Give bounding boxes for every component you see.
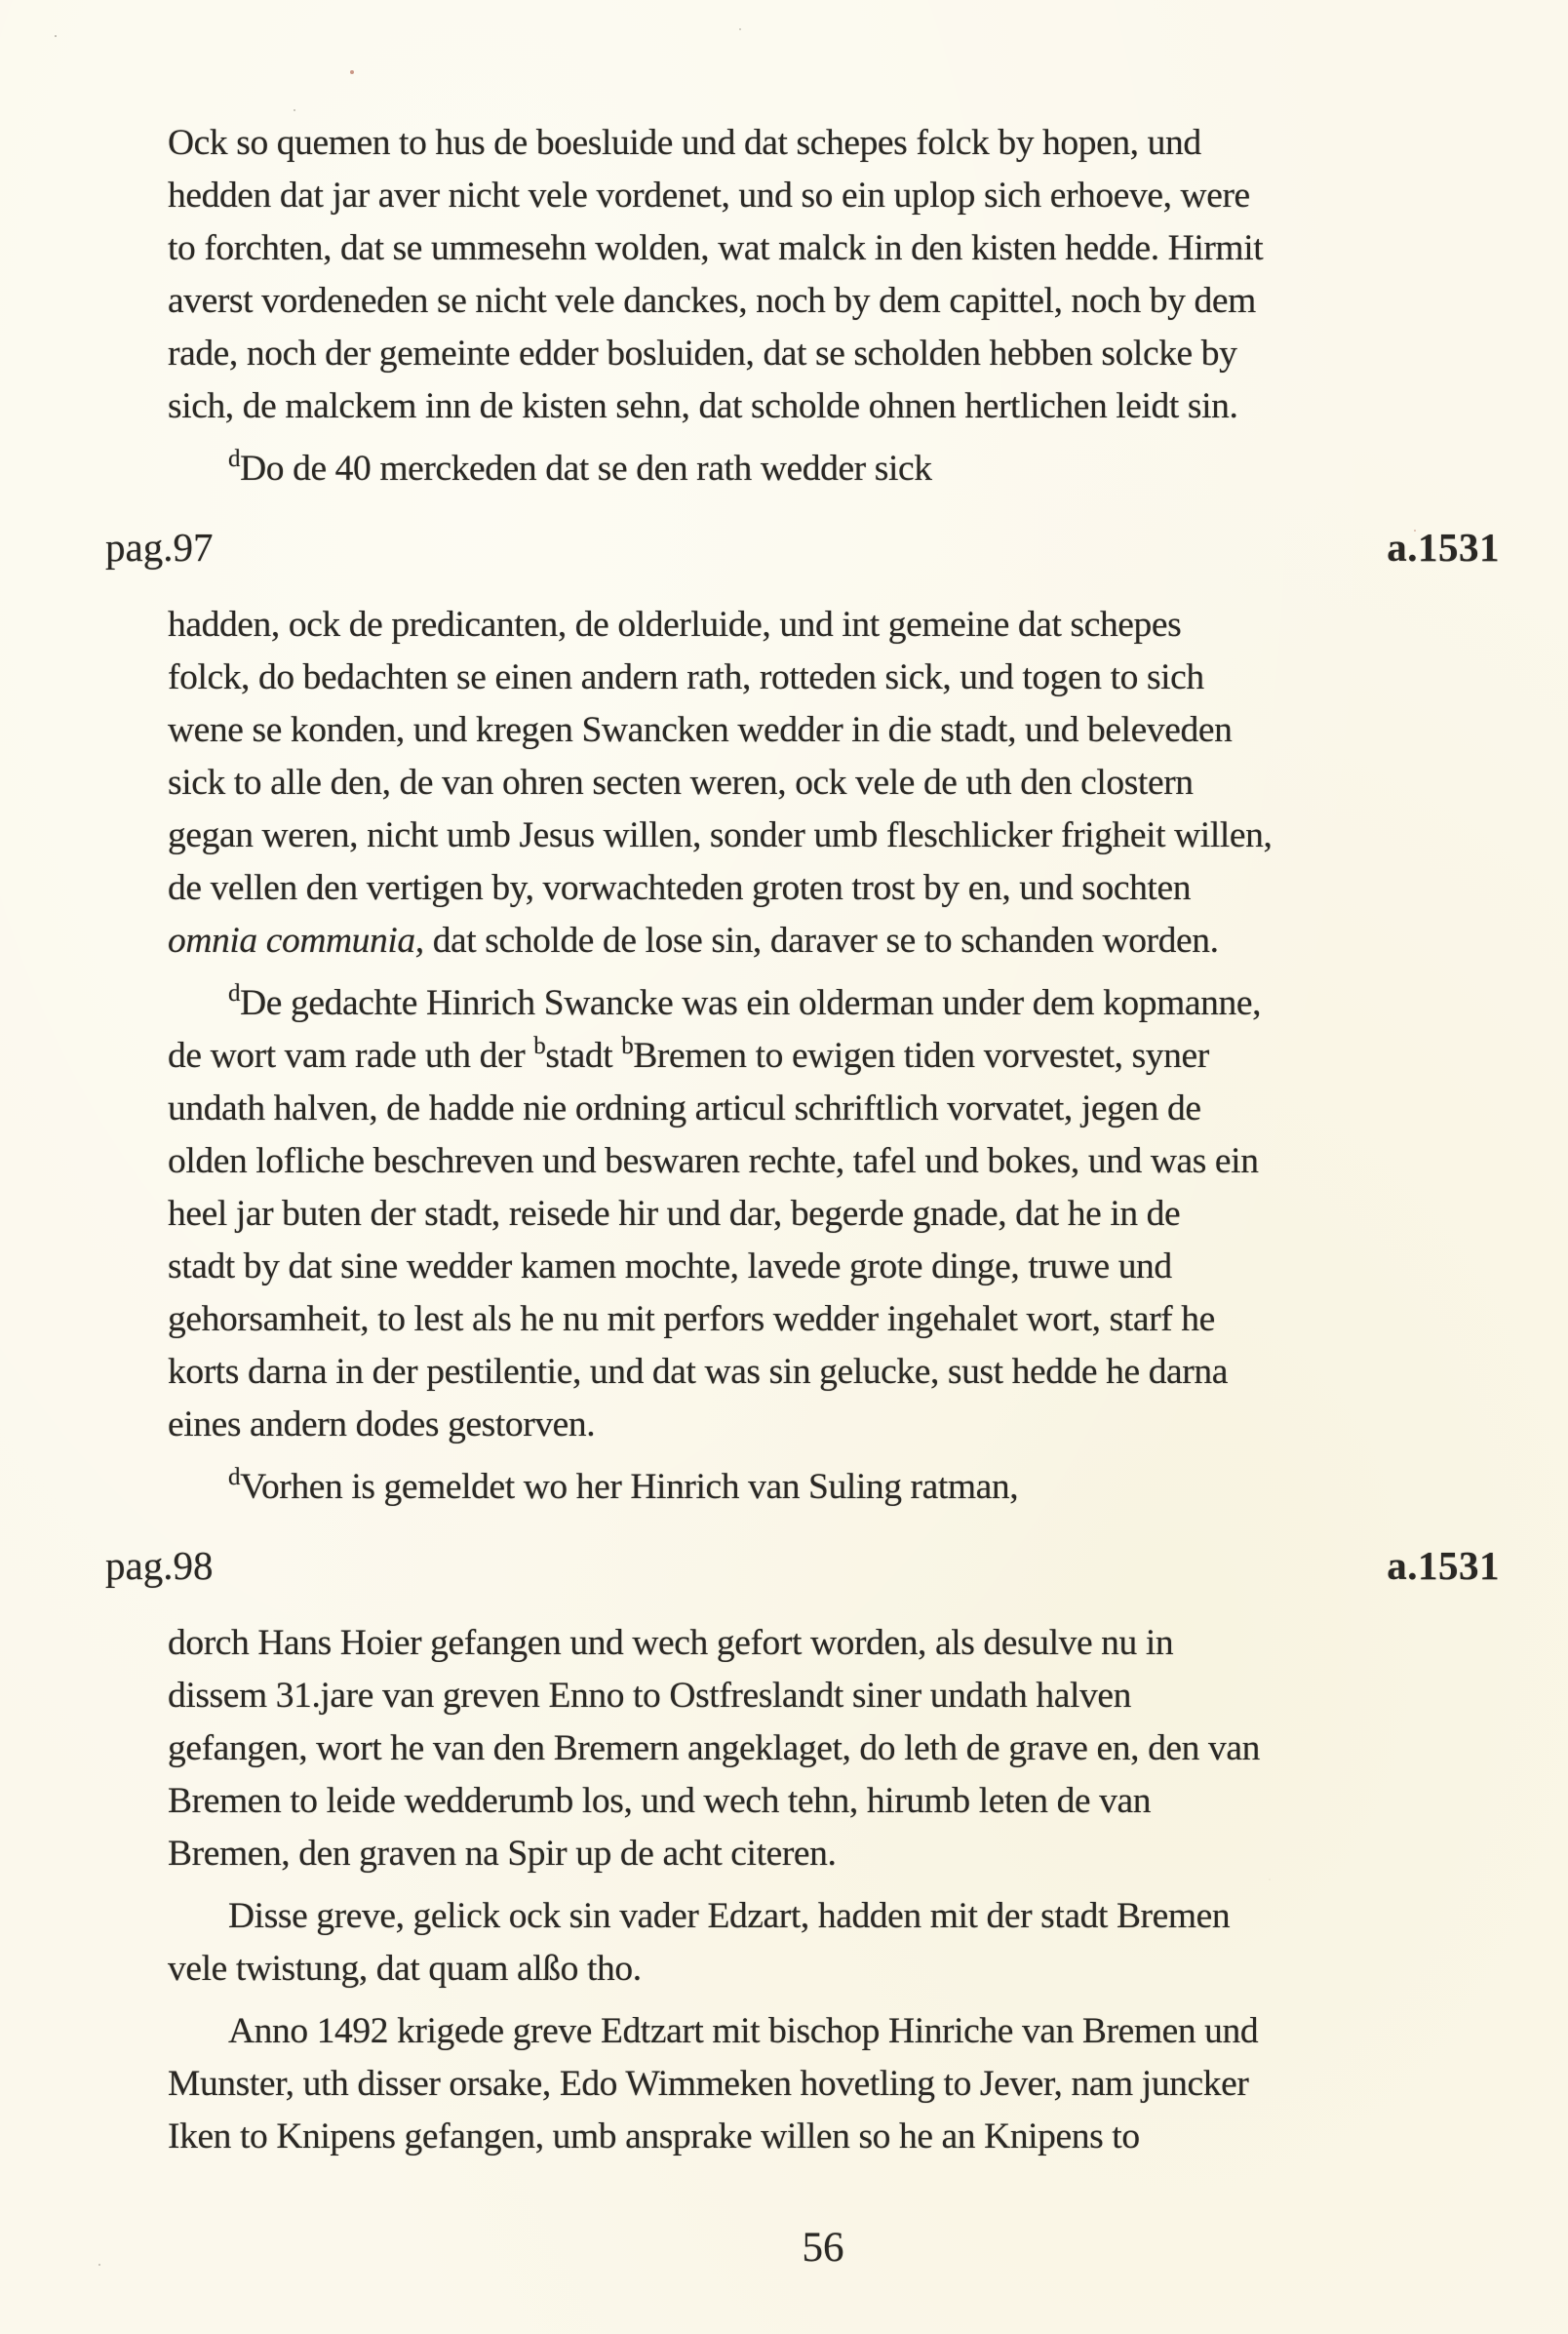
text-line: wene se konden, und kregen Swancken wedder in die stadt, und beleveden (168, 710, 1233, 750)
text-line: dorch Hans Hoier gefangen und wech gefort worden, als desulve nu in (168, 1623, 1174, 1663)
text-line: Anno 1492 krigede greve Edtzart mit bischop Hinriche van Bremen und (228, 2011, 1259, 2051)
text-line: heel jar buten der stadt, reisede hir und dar, begerde gnade, dat he in de (168, 1194, 1181, 1234)
paragraph (168, 2005, 1500, 2163)
text-line: stadt by dat sine wedder kamen mochte, lavede grote dinge, truwe und (168, 1246, 1172, 1286)
text-line: dVorhen is gemeldet wo her Hinrich van Suling ratman, (228, 1464, 1019, 1507)
text-line: dDe gedachte Hinrich Swancke was ein olderman under dem kopmanne, (228, 980, 1262, 1023)
year-label: a.1531 (1387, 525, 1500, 570)
page-reference-row (105, 1539, 1500, 1592)
text-line: vele twistung, dat quam alßo tho. (168, 1949, 642, 1989)
paragraph (168, 1461, 1500, 1514)
manuscript-page-label: pag.98 (105, 1543, 214, 1588)
paragraph (168, 1617, 1500, 1880)
text-line: folck, do bedachten se einen andern rath, rotteden sick, und togen to sich (168, 657, 1204, 697)
text-line: Iken to Knipens gefangen, umb ansprake willen so he an Knipens to (168, 2116, 1140, 2156)
text-line: de vellen den vertigen by, vorwachteden groten trost by en, und sochten (168, 868, 1192, 908)
text-line: sich, de malckem inn de kisten sehn, dat scholde ohnen hertlichen leidt sin. (168, 386, 1238, 426)
text-line: gefangen, wort he van den Bremern angeklaget, do leth de grave en, den van (168, 1728, 1260, 1768)
page-text (105, 117, 1500, 2173)
text-line: Bremen, den graven na Spir up de acht citeren. (168, 1834, 837, 1874)
text-line: undath halven, de hadde nie ordning articul schriftlich vorvatet, jegen de (168, 1088, 1201, 1128)
text-line: hedden dat jar aver nicht vele vordenet, und so ein uplop sich erhoeve, were (168, 176, 1250, 216)
text-line: gegan weren, nicht umb Jesus willen, sonder umb fleschlicker frigheit willen, (168, 815, 1273, 855)
page-number: 56 (802, 2225, 844, 2271)
manuscript-page-label: pag.97 (105, 525, 214, 570)
text-line: Disse greve, gelick ock sin vader Edzart, hadden mit der stadt Bremen (228, 1896, 1231, 1936)
latin-phrase-italic: omnia communia, (168, 921, 424, 961)
text-line: olden lofliche beschreven und beswaren rechte, tafel und bokes, und was ein (168, 1141, 1259, 1181)
paragraph (168, 599, 1500, 968)
paragraph (168, 443, 1500, 495)
text-line: eines andern dodes gestorven. (168, 1404, 596, 1444)
text-line: Munster, uth disser orsake, Edo Wimmeken hovetling to Jever, nam juncker (168, 2064, 1249, 2104)
text-line: dDo de 40 merckeden dat se den rath wedder sick (228, 446, 932, 489)
year-label: a.1531 (1387, 1543, 1500, 1588)
paragraph (168, 117, 1500, 433)
text-line: de wort vam rade uth der bstadt bBremen to ewigen tiden vorvestet, syner (168, 1033, 1209, 1076)
text-line: Bremen to leide wedderumb los, und wech tehn, hirumb leten de van (168, 1781, 1152, 1821)
text-line: korts darna in der pestilentie, und dat was sin gelucke, sust hedde he darna (168, 1352, 1228, 1392)
paragraph (168, 1890, 1500, 1996)
text-line: to forchten, dat se ummesehn wolden, wat malck in den kisten hedde. Hirmit (168, 228, 1264, 268)
text-line: Ock so quemen to hus de boesluide und dat schepes folck by hopen, und (168, 123, 1201, 163)
page-reference-row (105, 521, 1500, 574)
text-line: rade, noch der gemeinte edder bosluiden, dat se scholden hebben solcke by (168, 334, 1237, 374)
text-line: dissem 31.jare van greven Enno to Ostfreslandt siner undath halven (168, 1676, 1131, 1716)
text-line: gehorsamheit, to lest als he nu mit perfors wedder ingehalet wort, starf he (168, 1299, 1215, 1339)
paragraph (168, 977, 1500, 1451)
text-line: averst vordeneden se nicht vele danckes, noch by dem capittel, noch by dem (168, 281, 1256, 321)
text-line: omnia communia, dat scholde de lose sin, daraver se to schanden worden. (168, 921, 1219, 961)
text-line: sick to alle den, de van ohren secten weren, ock vele de uth den clostern (168, 763, 1194, 803)
text-line: hadden, ock de predicanten, de olderluide, und int gemeine dat schepes (168, 605, 1182, 645)
